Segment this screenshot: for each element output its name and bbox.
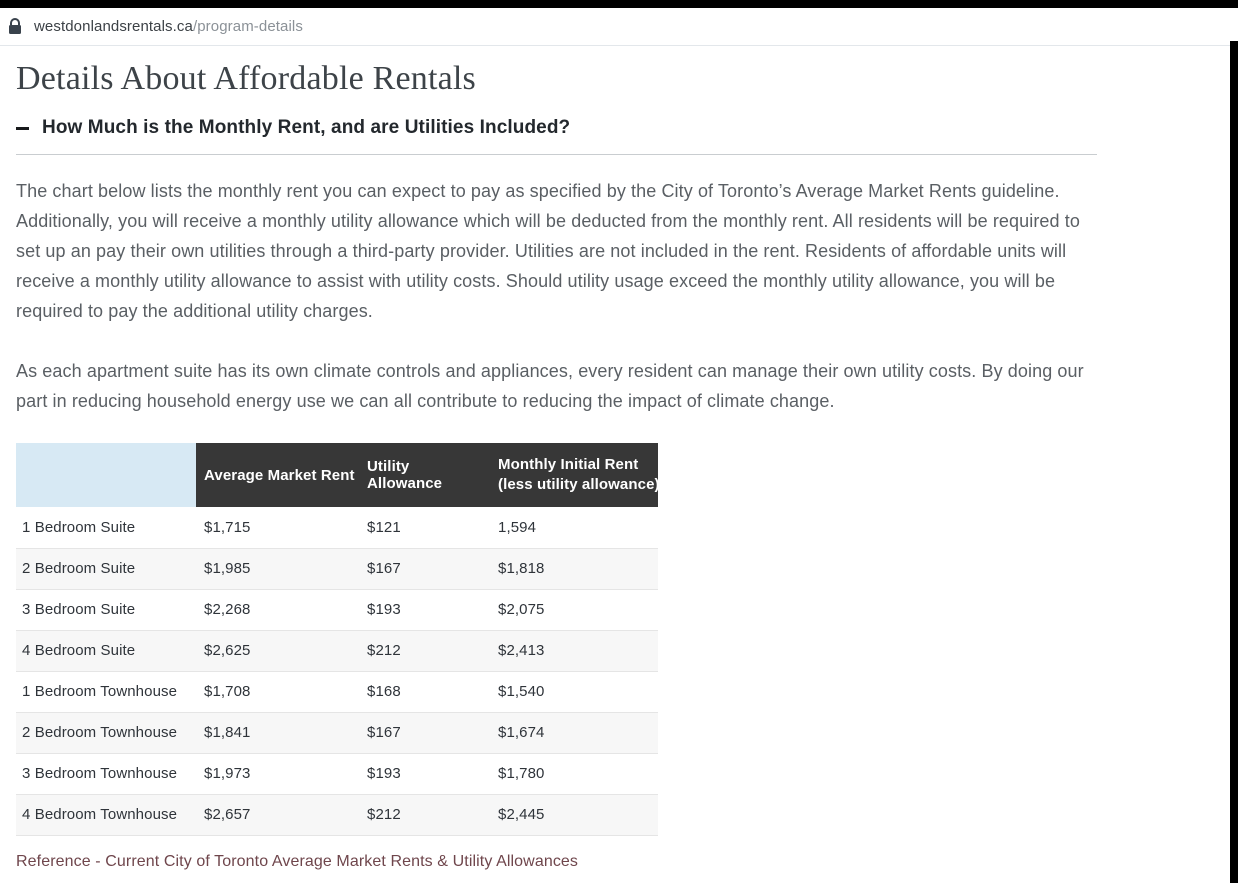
amr-cell: $1,715 bbox=[204, 518, 251, 536]
mir-cell: $1,780 bbox=[498, 765, 545, 782]
lock-icon[interactable] bbox=[8, 18, 22, 35]
ua-cell: $121 bbox=[367, 518, 401, 536]
ua-cell: $167 bbox=[367, 560, 401, 577]
right-edge-bar bbox=[1230, 41, 1238, 883]
table-row bbox=[16, 589, 658, 630]
unit-cell: 1 Bedroom Townhouse bbox=[22, 683, 178, 700]
table-header-row bbox=[16, 443, 658, 507]
header-blank-cell bbox=[16, 443, 196, 507]
amr-cell: $1,973 bbox=[204, 765, 251, 782]
mir-cell: $1,540 bbox=[498, 683, 545, 700]
intro-paragraph: The chart below lists the monthly rent you can expect to pay as specified by the City of Toronto’s Average Market Rents guideline. Additionally, you will receive a monthly utility allowance which will be deducted from the monthly rent. All residents will be required to set up an pay their own utilities through a third-party provider. Utilities are not included in the rent. Residents of affordable units will receive a monthly utility allowance to assist with utility costs. Should utility usage exceed the monthly utility allowance, you will be required to pay the additional utility charges. bbox=[16, 181, 1080, 321]
table-row bbox=[16, 753, 658, 794]
climate-paragraph: As each apartment suite has its own climate controls and appliances, every resident can manage their own utility costs. By doing our part in reducing household energy use we can all contribute to reducing the impact of climate change. bbox=[16, 361, 1084, 411]
amr-cell: $2,268 bbox=[204, 601, 251, 618]
ua-cell: $212 bbox=[367, 642, 401, 659]
ua-cell: $167 bbox=[367, 724, 401, 741]
unit-cell: 1 Bedroom Suite bbox=[22, 518, 136, 536]
mir-cell: $2,075 bbox=[498, 601, 545, 618]
header-average-market-rent: Average Market Rent bbox=[196, 443, 359, 507]
mir-cell: $2,445 bbox=[498, 806, 545, 823]
unit-cell: 4 Bedroom Townhouse bbox=[22, 806, 178, 823]
page-title: Details About Affordable Rentals bbox=[16, 60, 476, 97]
divider-rule bbox=[16, 154, 1097, 155]
section-heading-text: How Much is the Monthly Rent, and are Utilities Included? bbox=[42, 117, 571, 138]
amr-cell: $2,625 bbox=[204, 642, 251, 659]
ua-cell: $212 bbox=[367, 806, 401, 823]
header-utility-allowance: Utility Allowance bbox=[359, 443, 490, 507]
mir-cell: $1,674 bbox=[498, 724, 545, 741]
ua-cell: $193 bbox=[367, 765, 401, 782]
ua-cell: $168 bbox=[367, 683, 401, 700]
table-row bbox=[16, 671, 658, 712]
unit-cell: 3 Bedroom Suite bbox=[22, 601, 136, 618]
mir-cell: 1,594 bbox=[498, 518, 537, 536]
amr-cell: $1,708 bbox=[204, 683, 251, 700]
mir-cell: $2,413 bbox=[498, 642, 545, 659]
browser-address-bar[interactable] bbox=[0, 8, 1238, 46]
window-top-bar bbox=[0, 0, 1238, 8]
reference-link[interactable]: Reference - Current City of Toronto Average Market Rents & Utility Allowances bbox=[16, 853, 579, 870]
unit-cell: 4 Bedroom Suite bbox=[22, 642, 136, 659]
unit-cell: 3 Bedroom Townhouse bbox=[22, 765, 178, 782]
header-monthly-initial-rent bbox=[490, 443, 658, 507]
mir-cell: $1,818 bbox=[498, 560, 545, 577]
unit-cell: 2 Bedroom Suite bbox=[22, 560, 136, 577]
amr-cell: $1,985 bbox=[204, 560, 251, 577]
rent-table bbox=[16, 443, 658, 836]
url-path: /program-details bbox=[192, 18, 303, 35]
accordion-section-heading[interactable] bbox=[16, 117, 570, 139]
url-text[interactable] bbox=[34, 18, 303, 35]
amr-cell: $1,841 bbox=[204, 724, 251, 741]
unit-cell: 2 Bedroom Townhouse bbox=[22, 724, 178, 741]
table-row bbox=[16, 548, 658, 589]
collapse-minus-icon bbox=[16, 127, 29, 130]
table-row bbox=[16, 712, 658, 753]
header-monthly-initial-rent-line1: Monthly Initial Rent bbox=[498, 456, 639, 473]
table-row bbox=[16, 630, 658, 671]
url-domain: westdonlandsrentals.ca bbox=[34, 18, 193, 35]
table-row bbox=[16, 507, 658, 548]
header-monthly-initial-rent-line2: (less utility allowance) bbox=[498, 476, 660, 493]
ua-cell: $193 bbox=[367, 601, 401, 618]
amr-cell: $2,657 bbox=[204, 806, 251, 823]
table-row bbox=[16, 794, 658, 835]
